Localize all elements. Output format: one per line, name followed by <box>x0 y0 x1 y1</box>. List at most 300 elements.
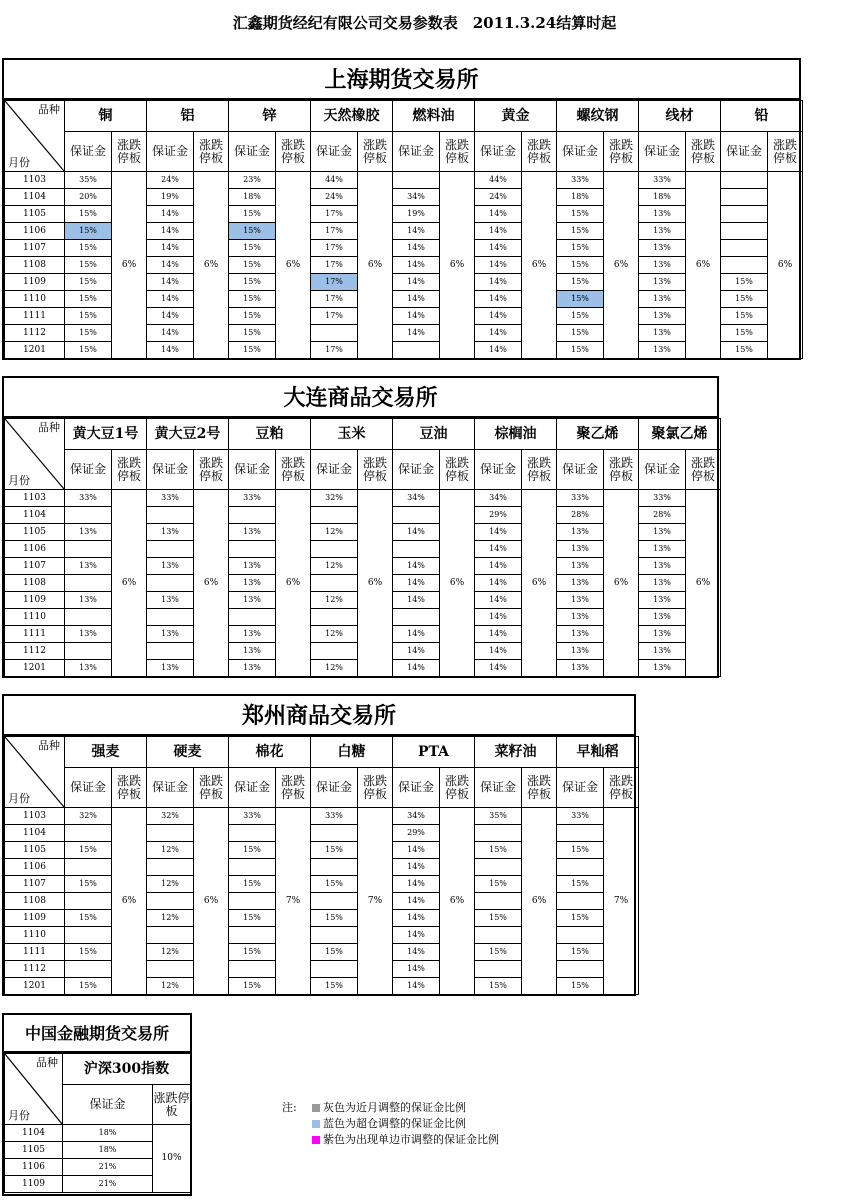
margin-cell <box>311 927 358 944</box>
margin-cell <box>721 240 768 257</box>
margin-cell: 15% <box>229 274 276 291</box>
month-cell: 1110 <box>5 927 65 944</box>
margin-cell: 17% <box>311 308 358 325</box>
margin-cell: 14% <box>393 308 440 325</box>
margin-cell <box>229 609 276 626</box>
exchange-name: 上海期货交易所 <box>4 60 799 100</box>
month-cell: 1108 <box>5 257 65 274</box>
margin-cell: 14% <box>147 308 194 325</box>
margin-cell <box>311 575 358 592</box>
margin-cell: 15% <box>311 876 358 893</box>
month-cell: 1105 <box>5 1142 63 1159</box>
variety-label: 品种 <box>38 103 60 116</box>
margin-cell: 15% <box>229 876 276 893</box>
margin-cell: 13% <box>229 592 276 609</box>
exchange-shfe <box>2 58 801 360</box>
commodity-name: 聚乙烯 <box>557 419 639 450</box>
exchange-cffex <box>2 1013 192 1196</box>
margin-cell <box>393 172 440 189</box>
limit-header: 涨跌停板 <box>194 450 229 490</box>
margin-cell: 32% <box>65 808 112 825</box>
margin-cell: 12% <box>311 592 358 609</box>
commodity-name: 硬麦 <box>147 737 229 768</box>
margin-cell <box>147 961 194 978</box>
limit-header: 涨跌停板 <box>112 768 147 808</box>
margin-cell: 14% <box>393 876 440 893</box>
margin-cell: 13% <box>557 609 604 626</box>
margin-cell <box>65 893 112 910</box>
margin-cell: 17% <box>311 342 358 359</box>
margin-cell: 15% <box>229 291 276 308</box>
note-item: 蓝色为超仓调整的保证金比例 <box>323 1117 466 1130</box>
month-cell: 1108 <box>5 893 65 910</box>
corner-cell <box>5 1054 63 1125</box>
commodity-name: 锌 <box>229 101 311 132</box>
margin-cell: 14% <box>475 291 522 308</box>
month-cell: 1201 <box>5 342 65 359</box>
margin-cell: 15% <box>65 274 112 291</box>
month-cell: 1105 <box>5 524 65 541</box>
margin-header: 保证金 <box>63 1085 153 1125</box>
margin-cell: 28% <box>639 507 686 524</box>
margin-cell: 14% <box>475 558 522 575</box>
limit-cell: 6% <box>358 172 393 359</box>
commodity-name: 黄大豆2号 <box>147 419 229 450</box>
margin-header: 保证金 <box>557 450 604 490</box>
margin-cell: 14% <box>475 325 522 342</box>
month-label: 月份 <box>8 792 30 805</box>
limit-cell: 6% <box>112 808 147 995</box>
commodity-name: 强麦 <box>65 737 147 768</box>
commodity-name: 棉花 <box>229 737 311 768</box>
margin-cell: 15% <box>229 257 276 274</box>
commodity-name: 黄大豆1号 <box>65 419 147 450</box>
margin-cell: 15% <box>475 910 522 927</box>
margin-cell: 13% <box>65 660 112 677</box>
month-cell: 1103 <box>5 808 65 825</box>
commodity-name: 聚氯乙烯 <box>639 419 721 450</box>
margin-cell: 17% <box>311 257 358 274</box>
margin-header: 保证金 <box>393 132 440 172</box>
month-cell: 1106 <box>5 541 65 558</box>
margin-cell: 13% <box>639 575 686 592</box>
margin-header: 保证金 <box>65 450 112 490</box>
commodity-name: 豆油 <box>393 419 475 450</box>
limit-cell: 6% <box>522 172 557 359</box>
margin-cell: 14% <box>475 541 522 558</box>
margin-cell: 14% <box>475 626 522 643</box>
table-row <box>5 1125 191 1142</box>
limit-cell: 6% <box>604 490 639 677</box>
commodity-name: 沪深300指数 <box>63 1054 191 1085</box>
month-cell: 1112 <box>5 643 65 660</box>
margin-cell <box>311 609 358 626</box>
limit-cell: 6% <box>604 172 639 359</box>
margin-cell: 14% <box>393 558 440 575</box>
margin-cell <box>147 927 194 944</box>
margin-cell: 14% <box>393 592 440 609</box>
margin-cell <box>721 206 768 223</box>
limit-cell: 6% <box>440 172 475 359</box>
margin-cell: 13% <box>639 643 686 660</box>
margin-cell: 21% <box>63 1159 153 1176</box>
margin-cell <box>557 825 604 842</box>
margin-cell <box>147 859 194 876</box>
margin-cell: 14% <box>475 223 522 240</box>
month-cell: 1106 <box>5 859 65 876</box>
margin-cell: 13% <box>639 541 686 558</box>
margin-cell: 15% <box>65 240 112 257</box>
margin-cell: 13% <box>639 206 686 223</box>
commodity-name: 天然橡胶 <box>311 101 393 132</box>
margin-cell: 12% <box>147 842 194 859</box>
margin-cell <box>721 172 768 189</box>
margin-cell: 15% <box>229 240 276 257</box>
limit-header: 涨跌停板 <box>358 132 393 172</box>
exchange-name: 郑州商品交易所 <box>4 696 634 736</box>
margin-cell <box>721 189 768 206</box>
margin-cell: 13% <box>229 660 276 677</box>
margin-cell <box>721 223 768 240</box>
margin-cell: 14% <box>393 626 440 643</box>
margin-cell <box>229 927 276 944</box>
month-cell: 1104 <box>5 189 65 206</box>
margin-cell: 13% <box>65 524 112 541</box>
margin-cell: 14% <box>147 257 194 274</box>
margin-cell: 44% <box>311 172 358 189</box>
margin-cell <box>311 825 358 842</box>
limit-header: 涨跌停板 <box>768 132 803 172</box>
margin-cell: 15% <box>557 291 604 308</box>
margin-cell: 14% <box>475 342 522 359</box>
page-title: 汇鑫期货经纪有限公司交易参数表 2011.3.24结算时起 <box>232 14 617 32</box>
margin-cell: 17% <box>311 240 358 257</box>
margin-cell <box>65 859 112 876</box>
subheader-row <box>5 450 721 490</box>
margin-cell: 14% <box>475 308 522 325</box>
variety-label: 品种 <box>36 1056 58 1069</box>
margin-cell <box>311 643 358 660</box>
month-cell: 1111 <box>5 308 65 325</box>
margin-header: 保证金 <box>393 450 440 490</box>
margin-cell: 14% <box>475 257 522 274</box>
margin-cell: 13% <box>557 626 604 643</box>
margin-cell: 44% <box>475 172 522 189</box>
limit-cell: 6% <box>686 490 721 677</box>
margin-cell: 13% <box>229 626 276 643</box>
limit-cell: 6% <box>522 490 557 677</box>
margin-header: 保证金 <box>65 132 112 172</box>
subheader-row <box>5 768 639 808</box>
margin-cell: 17% <box>311 223 358 240</box>
margin-header: 保证金 <box>475 132 522 172</box>
margin-header: 保证金 <box>229 132 276 172</box>
margin-cell: 15% <box>311 978 358 995</box>
limit-cell: 6% <box>276 490 311 677</box>
month-cell: 1110 <box>5 609 65 626</box>
margin-cell: 33% <box>557 172 604 189</box>
margin-cell <box>65 825 112 842</box>
margin-cell: 15% <box>557 342 604 359</box>
margin-header: 保证金 <box>557 768 604 808</box>
margin-cell: 15% <box>475 978 522 995</box>
limit-cell: 6% <box>686 172 721 359</box>
margin-cell: 14% <box>393 291 440 308</box>
margin-cell: 15% <box>721 274 768 291</box>
limit-cell: 6% <box>440 490 475 677</box>
margin-cell: 14% <box>393 274 440 291</box>
margin-cell: 18% <box>63 1125 153 1142</box>
month-cell: 1109 <box>5 274 65 291</box>
limit-cell: 6% <box>768 172 803 359</box>
margin-cell: 14% <box>393 961 440 978</box>
margin-cell: 12% <box>147 876 194 893</box>
margin-cell: 33% <box>229 808 276 825</box>
margin-cell: 18% <box>229 189 276 206</box>
margin-cell <box>311 507 358 524</box>
margin-cell: 14% <box>147 274 194 291</box>
month-cell: 1110 <box>5 291 65 308</box>
month-label: 月份 <box>8 1109 30 1122</box>
margin-header: 保证金 <box>639 132 686 172</box>
margin-cell: 13% <box>65 592 112 609</box>
margin-cell <box>147 541 194 558</box>
limit-header: 涨跌停板 <box>522 768 557 808</box>
margin-cell: 13% <box>639 626 686 643</box>
month-cell: 1106 <box>5 223 65 240</box>
margin-cell: 33% <box>557 808 604 825</box>
magenta-square-icon <box>312 1136 320 1144</box>
month-cell: 1112 <box>5 961 65 978</box>
margin-cell <box>65 643 112 660</box>
margin-cell: 14% <box>393 257 440 274</box>
margin-cell: 13% <box>639 660 686 677</box>
margin-cell: 34% <box>393 189 440 206</box>
margin-cell <box>229 859 276 876</box>
margin-cell <box>311 859 358 876</box>
margin-cell: 18% <box>63 1142 153 1159</box>
margin-cell: 24% <box>311 189 358 206</box>
margin-cell <box>311 541 358 558</box>
margin-cell: 13% <box>229 643 276 660</box>
margin-header: 保证金 <box>311 450 358 490</box>
margin-cell: 12% <box>311 626 358 643</box>
margin-cell <box>65 609 112 626</box>
margin-cell <box>475 825 522 842</box>
margin-cell: 15% <box>65 342 112 359</box>
margin-cell: 13% <box>229 524 276 541</box>
margin-cell <box>557 893 604 910</box>
corner-cell <box>5 419 65 490</box>
margin-cell: 13% <box>147 626 194 643</box>
table-row <box>5 808 639 825</box>
margin-cell: 15% <box>557 876 604 893</box>
margin-cell <box>229 541 276 558</box>
gray-square-icon <box>312 1104 320 1112</box>
margin-cell: 15% <box>721 342 768 359</box>
margin-cell <box>393 609 440 626</box>
header-row <box>5 419 721 450</box>
margin-cell: 14% <box>475 660 522 677</box>
margin-cell: 15% <box>65 944 112 961</box>
month-cell: 1107 <box>5 876 65 893</box>
commodity-name: 黄金 <box>475 101 557 132</box>
margin-cell: 15% <box>229 308 276 325</box>
margin-cell: 13% <box>639 274 686 291</box>
margin-cell: 15% <box>229 944 276 961</box>
margin-cell: 21% <box>63 1176 153 1193</box>
margin-cell: 15% <box>721 325 768 342</box>
commodity-name: 白糖 <box>311 737 393 768</box>
margin-cell <box>147 643 194 660</box>
margin-cell: 15% <box>721 308 768 325</box>
margin-table <box>4 1053 191 1193</box>
margin-cell: 13% <box>639 291 686 308</box>
margin-cell: 13% <box>639 325 686 342</box>
limit-header: 涨跌停板 <box>358 450 393 490</box>
limit-header: 涨跌停板 <box>604 768 639 808</box>
margin-cell: 15% <box>557 206 604 223</box>
commodity-name: 铅 <box>721 101 803 132</box>
limit-header: 涨跌停板 <box>194 132 229 172</box>
margin-cell: 13% <box>147 660 194 677</box>
limit-header: 涨跌停板 <box>112 450 147 490</box>
note-prefix: 注: <box>282 1101 297 1114</box>
month-cell: 1106 <box>5 1159 63 1176</box>
margin-cell: 15% <box>65 910 112 927</box>
margin-cell: 14% <box>393 944 440 961</box>
margin-cell: 14% <box>393 859 440 876</box>
margin-cell: 15% <box>65 308 112 325</box>
margin-cell <box>147 507 194 524</box>
commodity-name: 铝 <box>147 101 229 132</box>
limit-cell: 6% <box>194 808 229 995</box>
margin-cell: 24% <box>475 189 522 206</box>
margin-cell: 14% <box>393 842 440 859</box>
margin-cell <box>229 825 276 842</box>
margin-header: 保证金 <box>557 132 604 172</box>
corner-cell <box>5 101 65 172</box>
margin-cell <box>147 609 194 626</box>
margin-cell: 15% <box>475 944 522 961</box>
margin-cell: 15% <box>65 206 112 223</box>
limit-cell: 6% <box>358 490 393 677</box>
margin-cell: 13% <box>65 558 112 575</box>
margin-cell: 14% <box>393 893 440 910</box>
margin-cell <box>147 893 194 910</box>
limit-header: 涨跌停板 <box>522 132 557 172</box>
margin-cell: 14% <box>393 660 440 677</box>
margin-cell <box>147 575 194 592</box>
month-cell: 1107 <box>5 240 65 257</box>
margin-cell: 13% <box>639 524 686 541</box>
margin-cell: 13% <box>557 541 604 558</box>
margin-cell: 15% <box>65 291 112 308</box>
margin-header: 保证金 <box>65 768 112 808</box>
margin-cell: 15% <box>557 910 604 927</box>
margin-cell <box>557 927 604 944</box>
margin-cell: 14% <box>147 240 194 257</box>
margin-cell: 28% <box>557 507 604 524</box>
corner-cell <box>5 737 65 808</box>
margin-cell: 14% <box>147 291 194 308</box>
margin-cell: 15% <box>557 842 604 859</box>
margin-cell: 13% <box>557 643 604 660</box>
margin-cell <box>311 961 358 978</box>
margin-cell <box>721 257 768 274</box>
margin-cell: 13% <box>639 609 686 626</box>
margin-header: 保证金 <box>147 450 194 490</box>
margin-cell: 35% <box>65 172 112 189</box>
margin-cell: 14% <box>147 206 194 223</box>
margin-cell: 24% <box>147 172 194 189</box>
margin-cell: 14% <box>147 223 194 240</box>
margin-cell: 14% <box>393 978 440 995</box>
margin-cell <box>65 541 112 558</box>
margin-cell: 14% <box>147 325 194 342</box>
margin-header: 保证金 <box>147 768 194 808</box>
margin-cell: 15% <box>557 944 604 961</box>
margin-cell: 19% <box>147 189 194 206</box>
header-row <box>5 101 803 132</box>
margin-cell <box>65 927 112 944</box>
limit-cell: 6% <box>440 808 475 995</box>
margin-cell: 15% <box>229 325 276 342</box>
margin-cell <box>393 541 440 558</box>
margin-cell <box>229 893 276 910</box>
margin-table <box>4 100 803 359</box>
legend-note <box>282 1100 499 1148</box>
limit-cell: 6% <box>194 172 229 359</box>
margin-cell: 20% <box>65 189 112 206</box>
month-cell: 1111 <box>5 626 65 643</box>
margin-cell: 14% <box>147 342 194 359</box>
month-label: 月份 <box>8 156 30 169</box>
margin-cell <box>65 575 112 592</box>
exchange-dce <box>2 376 719 678</box>
margin-cell: 14% <box>393 575 440 592</box>
commodity-name: 螺纹钢 <box>557 101 639 132</box>
margin-cell: 15% <box>557 240 604 257</box>
commodity-name: 豆粕 <box>229 419 311 450</box>
margin-cell: 19% <box>393 206 440 223</box>
margin-cell: 14% <box>393 910 440 927</box>
margin-cell: 13% <box>639 257 686 274</box>
margin-cell <box>229 961 276 978</box>
limit-header: 涨跌停板 <box>276 768 311 808</box>
margin-cell: 15% <box>229 978 276 995</box>
margin-cell: 33% <box>311 808 358 825</box>
limit-header: 涨跌停板 <box>112 132 147 172</box>
margin-cell: 33% <box>639 490 686 507</box>
margin-cell: 14% <box>393 240 440 257</box>
month-cell: 1105 <box>5 206 65 223</box>
margin-header: 保证金 <box>721 132 768 172</box>
table-row <box>5 172 803 189</box>
margin-cell: 15% <box>557 325 604 342</box>
header-row <box>5 1054 191 1085</box>
margin-cell: 14% <box>475 274 522 291</box>
margin-cell: 15% <box>721 291 768 308</box>
month-cell: 1112 <box>5 325 65 342</box>
margin-cell: 18% <box>639 189 686 206</box>
margin-header: 保证金 <box>229 768 276 808</box>
month-label: 月份 <box>8 474 30 487</box>
limit-header: 涨跌停板 <box>440 768 475 808</box>
commodity-name: 铜 <box>65 101 147 132</box>
margin-cell <box>393 507 440 524</box>
margin-header: 保证金 <box>311 132 358 172</box>
